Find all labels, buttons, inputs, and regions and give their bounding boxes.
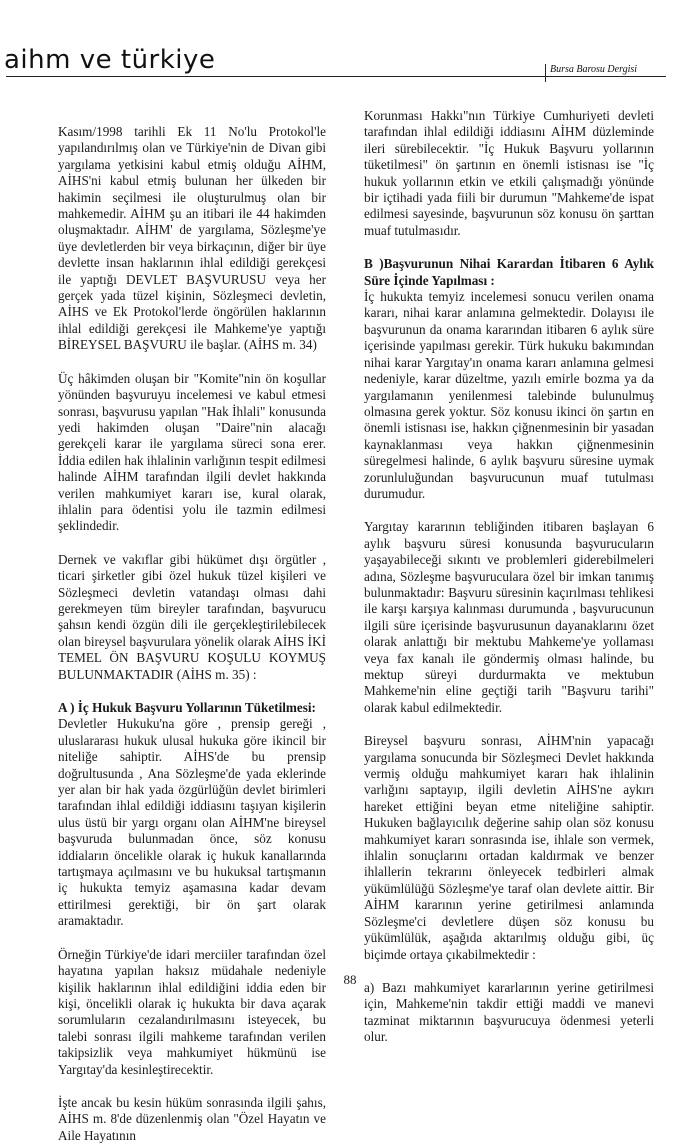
paragraph: a) Bazı mahkumiyet kararlarının yerine getirilmesi için, Mahkeme'nin takdir ettiği maddi ve manevi tazminat miktarının başvurucuya ödenmesi yeterli olur. xyxy=(364,979,654,1045)
subheading-a: A ) İç Hukuk Başvuru Yollarının Tüketilmesi: xyxy=(58,700,316,715)
paragraph: Dernek ve vakıflar gibi hükümet dışı örgütler , ticari şirketler gibi özel hukuk tüzel kişileri ve Sözleşmeci devletin vatandaşı olması dahi gerekmeyen tüm bireyler tarafından, başvurucu şahsın kendi özgün dili ile gerçekleştirilebilecek olan bireysel başvurulara yönelik olarak AİHS İKİ TEMEL ÖN BAŞVURU KOŞULU KOYMUŞ BULUNMAKTADIR (AİHS m. 35) : xyxy=(58,551,326,682)
header-divider-tick xyxy=(545,64,546,82)
section-title: aihm ve türkiye xyxy=(4,45,216,75)
paragraph: Üç hâkimden oluşan bir "Komite"nin ön koşullar yönünden başvuruyu incelemesi ve kabul etmesi sonrası, başvurusu yapılan "Hak İhlali" konusunda yedi hakimden oluşan "Daire"nin alacağı gerekçeli karar ile yargılama süreci sona erer. İddia edilen hak ihlalinin varlığının tespit edilmesi halinde AİHM tarafından ilgili devlet hakkında verilen mahkumiyet kararı ise, kural olarak, ihlalin para ödentisi yolu ile tazmin edilmesi şeklindedir. xyxy=(58,370,326,534)
header-rule xyxy=(6,76,666,77)
paragraph: Örneğin Türkiye'de idari merciiler tarafından özel hayatına yapılan haksız müdahale nedeniyle kişilik haklarının ihlal edildiğini iddia eden bir kişi, öncelikli olarak iç hukukta bir dava açarak sorumluların cezalandırılmasını isteyecek, bu talebi sonrası ilgili mahkeme tarafından verilen takipsizlik veya mahkumiyet hükmünü ise Yargıtay'da kesinleştirecektir. xyxy=(58,946,326,1077)
paragraph: İşte ancak bu kesin hüküm sonrasında ilgili şahıs, AİHS m. 8'de düzenlenmiş olan "Özel Hayatın ve Aile Hayatının xyxy=(58,1094,326,1143)
paragraph: Yargıtay kararının tebliğinden itibaren başlayan 6 aylık başvuru süresi konusunda başvurucuların yaşayabileceği sıkıntı ve problemleri giderebilmeleri adına, Sözleşme başvurucularа özel bir imkan tanımış bulunmaktadır: Başvuru süresinin kaçırılması tehlikesi ile karşı karşıya kalınması durumunda , başvurucunun ilgili süre içerisinde başvurusunun dayanaklarını özet olarak anlattığı bir mektubu Mahkeme'ye yollaması veya fax kanalı ile göndermiş olması halinde, bu mektup süreyi durdurmakta ve mektubun Mahkeme'nin eline geçtiği tarih "Başvuru tarihi" olarak kabul edilmektedir. xyxy=(364,519,654,715)
subheading-b: B )Başvurunun Nihai Karardan İtibaren 6 Aylık Süre İçinde Yapılması : xyxy=(364,256,654,288)
journal-name: Bursa Barosu Dergisi xyxy=(550,64,638,75)
right-column xyxy=(364,108,654,1046)
paragraph: İç hukukta temyiz incelemesi sonucu verilen onama kararı, nihai karar anlamına gelmektedir. Dolayısı ile başvurunun da onama kararından itibaren 6 aylık süre içerisinde yapılması gerekir. Türk hukuku bakımından nihai karar Yargıtay'ın onama kararı anlamına gelmesi nedeniyle, karar düzeltme, yazılı emirle bozma ya da yargılamanın yenilenmesi talebinde bulunulmuş olmasına gerek yoktur. Söz konusu ikinci ön şartın en önemli istisnası ise, hakkın çiğnenmesinin bir yasadan kaynaklanması veya hakkın çiğnenmesinin süregelmesi halinde, 6 aylık başvuru süresine uymak zorunluluğundan başvurucunun muaf tutulması durumudur. xyxy=(364,289,654,501)
paragraph: Devletler Hukuku'na göre , prensip gereği , uluslararası hukuk ulusal hukuka göre ikincil bir niteliğe sahiptir. AİHS'de bu prensip doğrultusunda , Ana Sözleşme'de yada eklerinde yer alan bir hak yada özgürlüğün devlet birimleri tarafından ihlal edildiği iddiasını taşıyan kişilerin ulus üstü bir yargı organı olan AİHM'ne bireysel başvuruda bulunmadan önce, söz konusu iddiaların öncelikle olarak iç hukuk kanallarında tartışmaya açılmasını ve bu hukuksal tartışmanın iç hukukta temyiz aşamasına kadar devam ettirilmesi gerektiği, bir ön şart olarak aramaktadır. xyxy=(58,716,326,929)
paragraph: Bireysel başvuru sonrası, AİHM'nin yapacağı yargılama sonucunda bir Sözleşmeci Devlet hakkında vermiş olduğu mahkumiyet kararı hak ihlalinin varlığını saptayıp, ilgili devletin AİHS'ne aykırı hareket ettiğini beyan etme niteliğine sahiptir. Hukuken bağlayıcılık değerine sahip olan söz konusu mahkumiyet kararı sonrasında ise, ihlale son vermek, ihlalin sonuçlarını ortadan kaldırmak ve benzer ihlallerin tekrarını önleyecek tedbirleri almak yükümlülüğü Sözleşme'ye taraf olan devlete aittir. Bir AİHM kararının yerine getirilmesi anlamında Sözleşme'ci devletlere düşen söz konusu bu yükümlülük, aşağıda aktarılmış olduğu gibi, üç biçimde ortaya çıkabilmektedir : xyxy=(364,733,654,962)
paragraph: Kasım/1998 tarihli Ek 11 No'lu Protokol'le yapılandırılmış olan ve Türkiye'nin de Divan gibi yargılama yetkisini kabul etmiş olduğu AİHM, AİHS'ni kabul etmiş bulunan her ülkeden bir hakimin seçilmesi ile oluşturulmuş olan bir mahkemedir. AİHM şu an itibari ile 44 hakimden oluşmaktadır. AİHM' de yargılama, Sözleşme'ye üye devletlerden bir veya birkaçının, diğer bir üye devlette insan haklarının ihlal edildiği gerekçesi ile yaptığı DEVLET BAŞVURUSU veya her gerçek yada tüzel kişinin, Sözleşmeci devletin, AİHS ve Ek Protokol'lerde öngörülen haklarının ihlal edildiği gerekçesi ile Mahkeme'ye yaptığı BİREYSEL BAŞVURU ile başlar. (AİHS m. 34) xyxy=(58,124,326,353)
left-column xyxy=(58,124,326,1144)
page-number: 88 xyxy=(343,972,357,987)
paragraph: Korunması Hakkı"nın Türkiye Cumhuriyeti devleti tarafından ihlal edildiği iddiasını AİHM düzleminde ileri sürebilecektir. "İç Hukuk Başvuru yollarının tüketilmesi" ön şartının en önemli istisnası ise "İç hukuk yollarının etkin ve etkili çalışmadığı yönünde bir içtihadi yada fiili bir durumun "Mahkeme'de ispat edilmesi sayesinde, başvurunun söz konusu ön şarttan muaf tutulmasıdır. xyxy=(364,108,654,238)
